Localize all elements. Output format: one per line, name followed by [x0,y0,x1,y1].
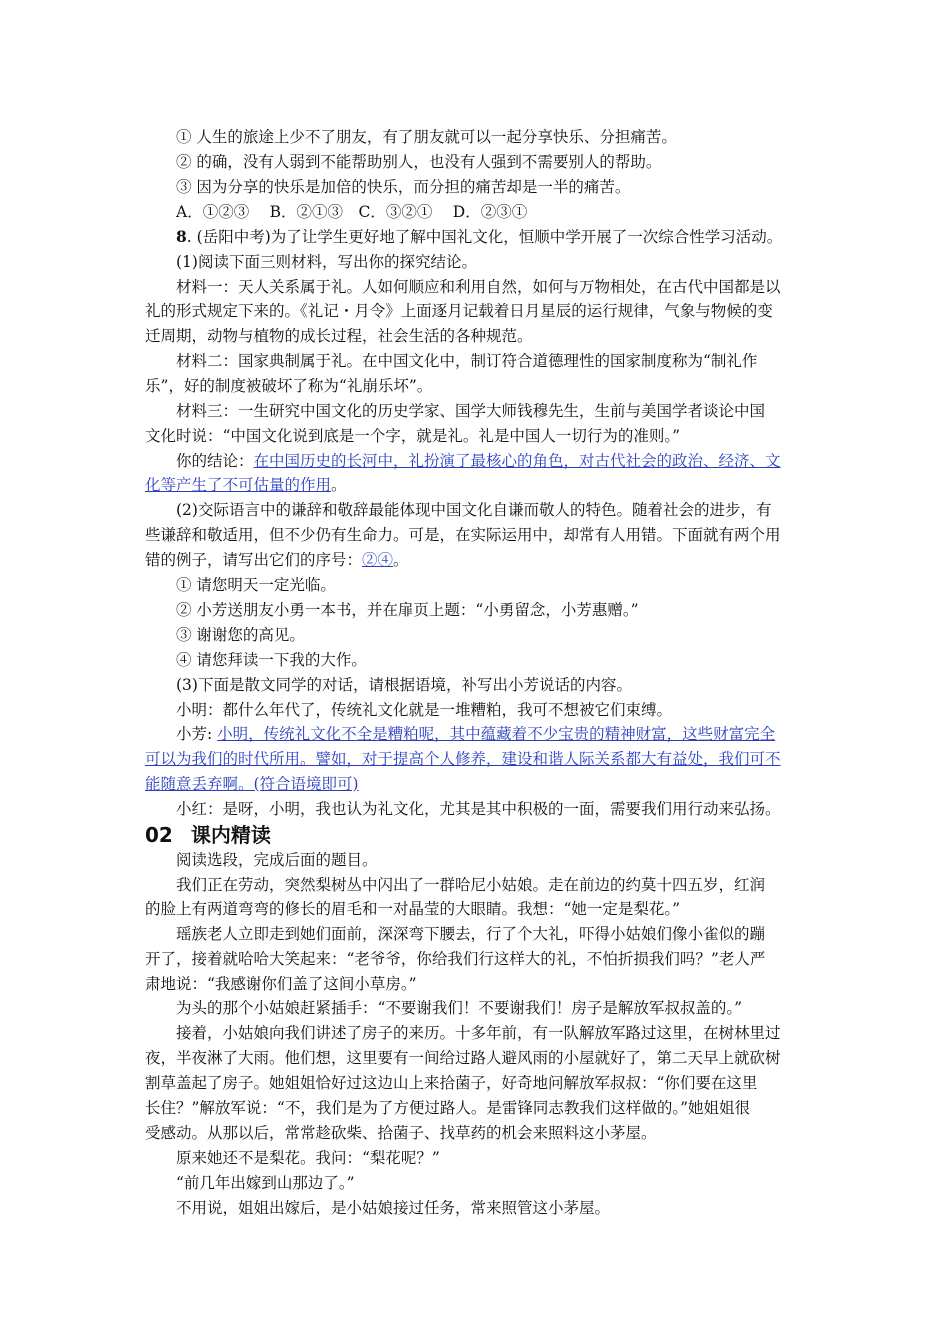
reading-p7: 不用说，姐姐出嫁后，是小姑娘接过任务，常来照管这小茅屋。 [176,1199,611,1217]
conclusion-line-1 [176,451,841,471]
reading-p4-line-4: 长住？”解放军说：“不，我们是为了方便过路人。是雷锋同志教我们这样做的。”她姐姐很 [145,1099,751,1117]
reading-p1-line-1: 我们正在劳动，突然梨树丛中闪出了一群哈尼小姑娘。走在前边的约莫十四五岁，红润 [176,876,766,894]
reading-p2-line-3: 肃地说：“我感谢你们盖了这间小草房。” [145,975,417,993]
xiaofang-answer: 小明，传统礼文化不全是糟粕呢，其中蕴藏着不少宝贵的精神财富，这些财富完全 [217,725,776,743]
conclusion-line-2 [145,475,810,495]
conclusion-end: 。 [331,476,347,494]
example-4: ④ 请您拜读一下我的大作。 [176,651,367,669]
reading-p4-line-2: 夜，半夜淋了大雨。他们想，这里要有一间给过路人避风雨的小屋就好了，第二天早上就砍树 [145,1049,781,1067]
part2-line-3-text: 错的例子，请写出它们的序号： [145,551,363,569]
dialogue-xiaohong: 小红：是呀，小明，我也认为礼文化，尤其是其中积极的一面，需要我们用行动来弘扬。 [176,800,781,818]
part2-line-2: 些谦辞和敬适用，但不少仍有生命力。可是，在实际运用中，却常有人用错。下面就有两个用 [145,526,781,544]
dialogue-xiaoming: 小明：都什么年代了，传统礼文化就是一堆糟粕，我可不想被它们束缚。 [176,701,673,719]
part2-end: 。 [393,551,409,569]
reading-p2-line-2: 开了，接着就哈哈大笑起来：“老爷爷，你给我们行这样大的礼，不怕折损我们吗？”老人严 [145,950,766,968]
example-3: ③ 谢谢您的高见。 [176,626,305,644]
reading-p6: “前几年出嫁到山那边了。” [176,1174,355,1192]
reading-p4-line-1: 接着，小姑娘向我们讲述了房子的来历。十多年前，有一队解放军路过这里，在树林里过 [176,1024,781,1042]
part2-answer: ②④ [362,551,394,569]
section-title: 课内精读 [190,823,271,847]
dialogue-xiaofang-line-2 [145,749,810,769]
q8-stem [176,227,841,247]
reading-p4-line-3: 割草盖起了房子。她姐姐恰好过这边山上来拾菌子，好奇地问解放军叔叔：“你们要在这里 [145,1074,758,1092]
conclusion-answer-cont: 化等产生了不可估量的作用 [145,476,332,494]
reading-p4-line-5: 受感动。从那以后，常常趁砍柴、拾菌子、找草药的机会来照料这小茅屋。 [145,1124,657,1142]
part2-line-1: (2)交际语言中的谦辞和敬辞最能体现中国文化自谦而敬人的特色。随着社会的进步，有 [176,501,772,519]
xiaofang-label: 小芳: [176,725,213,743]
reading-p1-line-2: 的脸上有两道弯弯的修长的眉毛和一对晶莹的大眼睛。我想：“她一定是梨花。” [145,900,681,918]
conclusion-answer: 在中国历史的长河中，礼扮演了最核心的角色，对古代社会的政治、经济、文 [253,452,781,470]
part2-line-3 [145,550,810,570]
part3-prompt: (3)下面是散文同学的对话，请根据语境，补写出小芳说话的内容。 [176,676,632,694]
q8-number: 8 [176,227,187,246]
xiaofang-answer-cont-2: 能随意丢弃啊。(符合语境即可) [145,775,359,793]
xiaofang-answer-cont-1: 可以为我们的时代所用。譬如，对于提高个人修养，建设和谐人际关系都大有益处，我们可不 [145,750,781,768]
example-2: ② 小芳送朋友小勇一本书，并在扉页上题：“小勇留念，小芳惠赠。” [176,601,639,619]
q8-part1-prompt: (1)阅读下面三则材料，写出你的探究结论。 [176,253,477,271]
reading-p2-line-1: 瑶族老人立即走到她们面前，深深弯下腰去，行了个大礼，吓得小姑娘们像小雀似的蹦 [176,925,766,943]
q7-sentence-2: ② 的确，没有人弱到不能帮助别人，也没有人强到不需要别人的帮助。 [176,153,662,171]
material-3-line-1: 材料三：一生研究中国文化的历史学家、国学大师钱穆先生，生前与美国学者谈论中国 [176,402,766,420]
reading-intro: 阅读选段，完成后面的题目。 [176,851,378,869]
material-1-line-1: 材料一：天人关系属于礼。人如何顺应和利用自然，如何与万物相处，在古代中国都是以 [176,278,781,296]
q7-sentence-1: ① 人生的旅途上少不了朋友，有了朋友就可以一起分享快乐、分担痛苦。 [176,128,677,146]
material-3-line-2: 文化时说：“中国文化说到底是一个字，就是礼。礼是中国人一切行为的准则。” [145,427,681,445]
material-1-line-2: 礼的形式规定下来的。《礼记・月令》上面逐月记载着日月星辰的运行规律，气象与物候的变 [145,302,773,320]
material-1-line-3: 迁周期，动物与植物的成长过程，社会生活的各种规范。 [145,327,533,345]
section-number: 02 [145,823,173,847]
q8-stem-text: . (岳阳中考)为了让学生更好地了解中国礼文化，恒顺中学开展了一次综合性学习活动。 [186,228,783,246]
dialogue-xiaofang-line-3 [145,774,810,794]
example-1: ① 请您明天一定光临。 [176,576,336,594]
q7-options: A．①②③ B．②①③ C．③②① D．②③① [176,203,528,221]
material-2-line-2: 乐”，好的制度被破坏了称为“礼崩乐坏”。 [145,377,433,395]
reading-p3: 为头的那个小姑娘赶紧插手：“不要谢我们！不要谢我们！房子是解放军叔叔盖的。” [176,999,743,1017]
reading-p5: 原来她还不是梨花。我问：“梨花呢？” [176,1149,440,1167]
conclusion-label: 你的结论： [176,452,254,470]
section-heading [145,822,271,848]
dialogue-xiaofang-line-1 [176,724,841,744]
q7-sentence-3: ③ 因为分享的快乐是加倍的快乐，而分担的痛苦却是一半的痛苦。 [176,178,631,196]
material-2-line-1: 材料二：国家典制属于礼。在中国文化中，制订符合道德理性的国家制度称为“制礼作 [176,352,758,370]
